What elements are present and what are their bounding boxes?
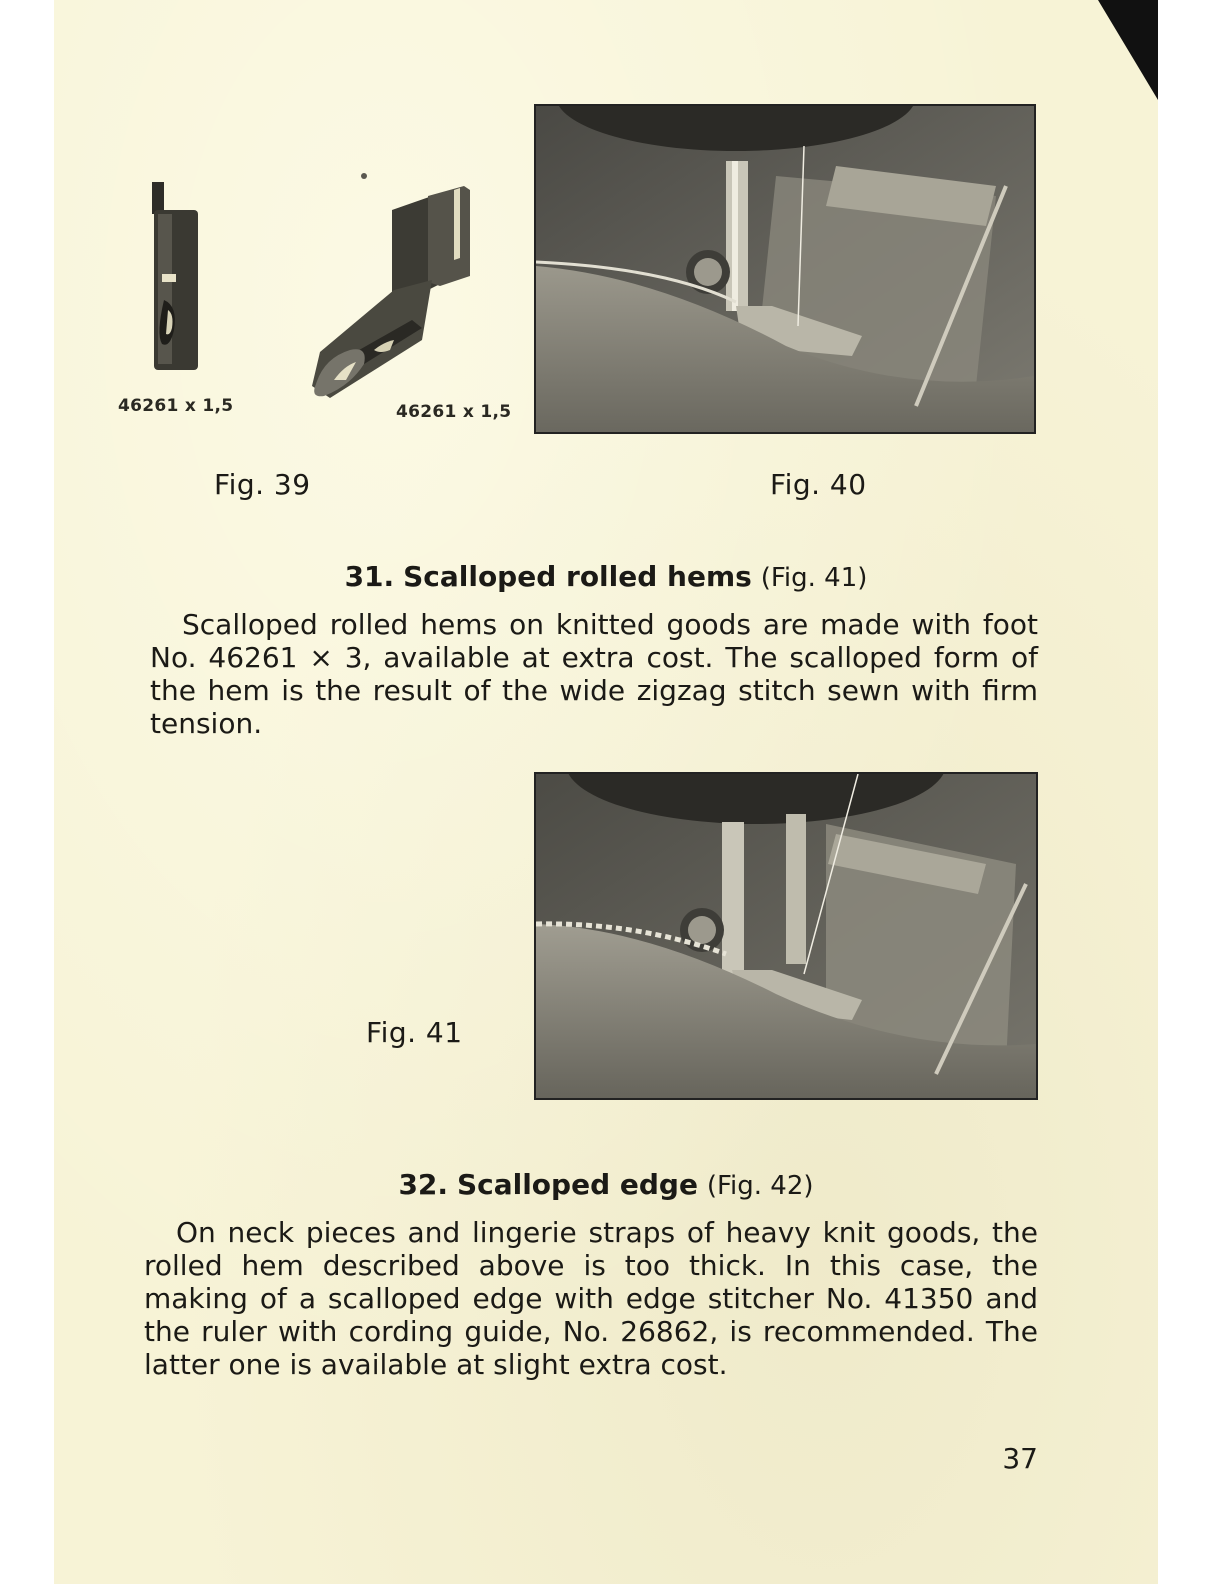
section-32-body: On neck pieces and lingerie straps of heavy knit goods, the rolled hem described above is too thick. In this case, the making of a scalloped edge with edge stitcher No. 41350 and the ruler with cording guide, No. 26862, is recommended. The latter one is available at slight extra cost.	[144, 1216, 1038, 1381]
figure-39-illustration	[124, 170, 524, 430]
figure-41-photo	[534, 772, 1038, 1100]
presser-foot-perspective-view	[312, 173, 470, 398]
section-31-body: Scalloped rolled hems on knitted goods are made with foot No. 46261 × 3, available at extra cost. The scalloped form of the hem is the result of the wide zigzag stitch sewn with firm tension.	[150, 608, 1038, 740]
section-32-title: Scalloped edge	[456, 1168, 698, 1201]
sewing-machine-photo-41	[536, 774, 1036, 1098]
page-number: 37	[1002, 1442, 1038, 1475]
manual-page	[54, 0, 1158, 1584]
section-31-heading	[54, 560, 1158, 593]
section-32-number: 32.	[398, 1168, 449, 1201]
section-32-heading	[54, 1168, 1158, 1201]
part-label-right: 46261 x 1,5	[396, 402, 512, 422]
figure-40-caption: Fig. 40	[770, 468, 867, 501]
figure-40-photo	[534, 104, 1036, 434]
section-31-title: Scalloped rolled hems	[403, 560, 752, 593]
sewing-machine-photo-40	[536, 106, 1034, 432]
section-32-fig-ref: (Fig. 42)	[706, 1171, 814, 1201]
section-31-number: 31.	[344, 560, 395, 593]
figure-41-caption: Fig. 41	[366, 1016, 463, 1049]
section-31-fig-ref: (Fig. 41)	[760, 563, 868, 593]
scan-corner-shadow	[1098, 0, 1158, 100]
part-label-left: 46261 x 1,5	[118, 396, 234, 416]
figure-39-caption: Fig. 39	[214, 468, 311, 501]
presser-foot-side-view	[152, 182, 198, 370]
presser-foot-drawing	[124, 170, 524, 430]
